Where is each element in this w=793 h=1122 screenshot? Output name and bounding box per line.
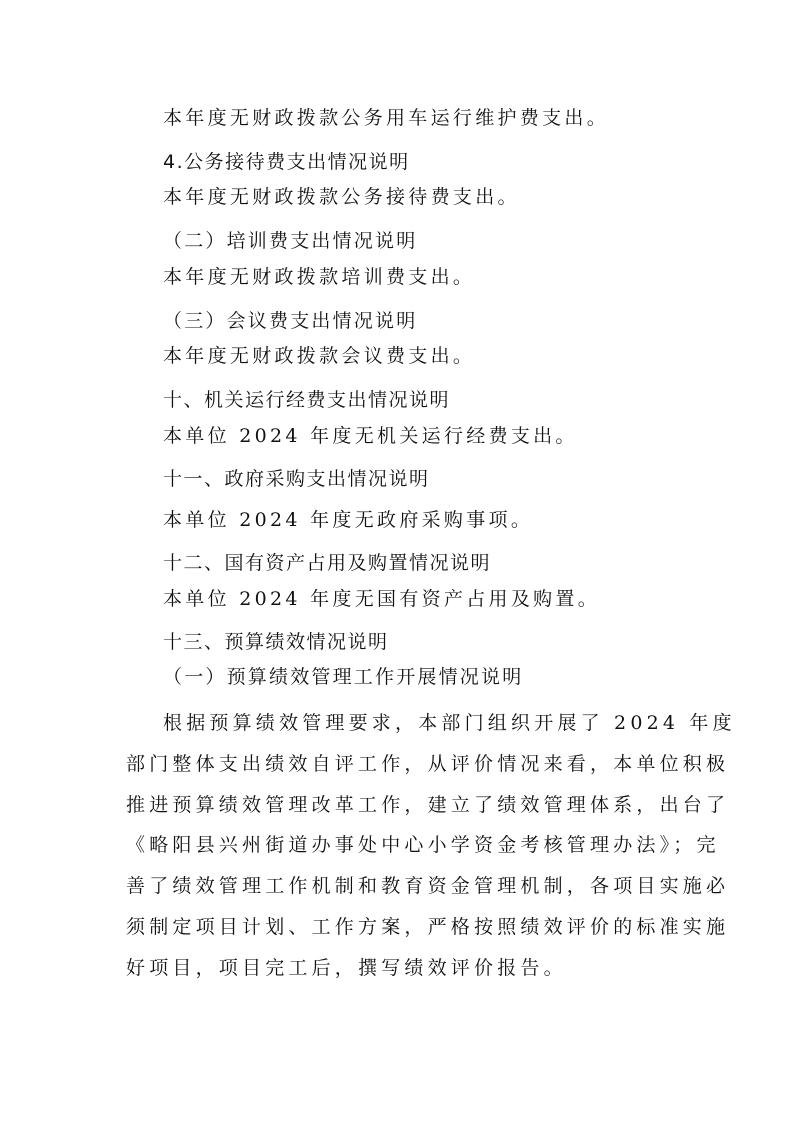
paragraph-line-1: 根据预算绩效管理要求，本部门组织开展了 2024 年度 — [163, 712, 736, 734]
heading-section-13-1: （一）预算绩效管理工作开展情况说明 — [163, 666, 524, 688]
heading-section-10: 十、机关运行经费支出情况说明 — [163, 389, 451, 411]
heading-section-11: 十一、政府采购支出情况说明 — [163, 468, 430, 490]
paragraph-line-5: 善了绩效管理工作机制和教育资金管理机制，各项目实施必 — [126, 875, 730, 897]
paragraph-line-6: 须制定项目计划、工作方案，严格按照绩效评价的标准实施 — [126, 916, 730, 938]
heading-training: （二）培训费支出情况说明 — [163, 230, 418, 252]
paragraph-line-3: 推进预算绩效管理改革工作，建立了绩效管理体系，出台了 — [126, 794, 730, 816]
paragraph-line-4: 《略阳县兴州街道办事处中心小学资金考核管理办法》；完 — [126, 834, 720, 856]
text-line-section-10: 本单位 2024 年度无机关运行经费支出。 — [163, 425, 578, 447]
paragraph-line-2: 部门整体支出绩效自评工作，从评价情况来看，本单位积极 — [126, 753, 730, 775]
text-line-section-11: 本单位 2024 年度无政府采购事项。 — [163, 509, 534, 531]
text-line-meeting: 本年度无财政拨款会议费支出。 — [163, 345, 476, 367]
text-line-reception: 本年度无财政拨款公务接待费支出。 — [163, 186, 520, 208]
text-line-section-12: 本单位 2024 年度无国有资产占用及购置。 — [163, 588, 601, 610]
heading-meeting: （三）会议费支出情况说明 — [163, 310, 418, 332]
heading-reception: 4.公务接待费支出情况说明 — [163, 151, 410, 173]
heading-section-12: 十二、国有资产占用及购置情况说明 — [163, 552, 492, 574]
text-line-vehicle: 本年度无财政拨款公务用车运行维护费支出。 — [163, 107, 610, 129]
paragraph-line-7: 好项目，项目完工后，撰写绩效评价报告。 — [126, 957, 567, 979]
heading-section-13: 十三、预算绩效情况说明 — [163, 631, 389, 653]
text-line-training: 本年度无财政拨款培训费支出。 — [163, 266, 476, 288]
